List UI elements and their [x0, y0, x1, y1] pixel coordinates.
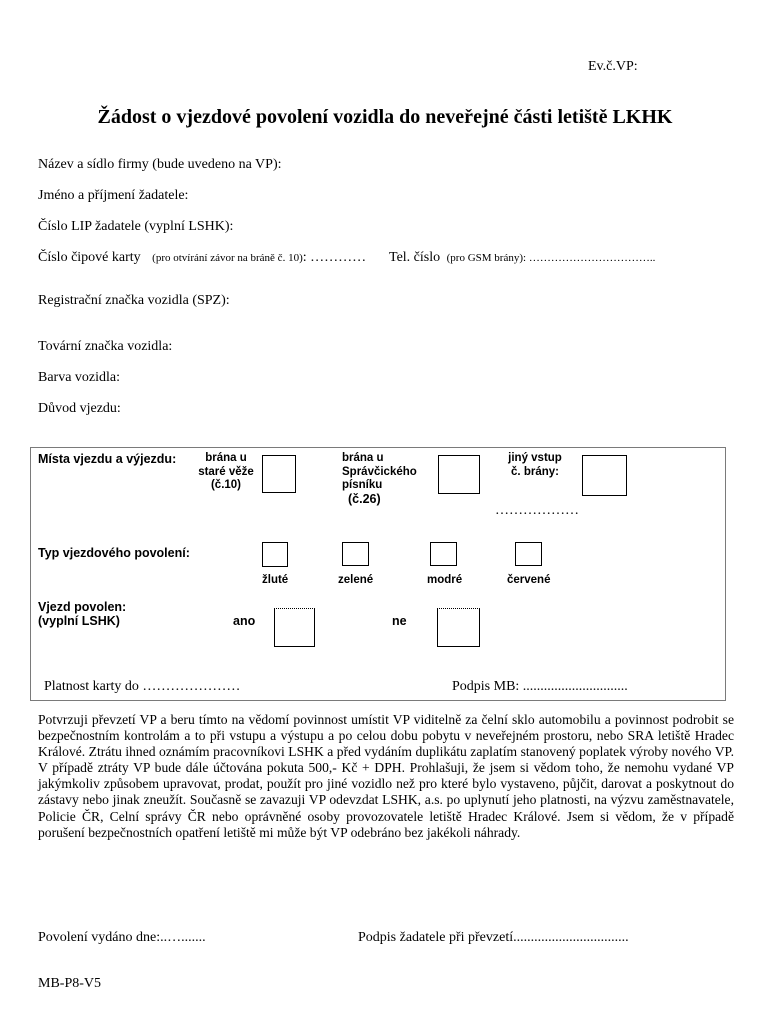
gate-spravcice-checkbox[interactable] — [438, 455, 480, 494]
allowed-yes-label: ano — [233, 614, 256, 628]
entry-allowed-line: (vyplní LSHK) — [38, 614, 120, 628]
entry-allowed-line: Vjezd povolen: — [38, 600, 127, 614]
gate-old-tower-label — [190, 452, 262, 493]
registration-field-label: Registrační značka vozidla (SPZ): — [38, 293, 230, 308]
gate-other-number-dots: ……………… — [495, 503, 579, 518]
type-blue-checkbox[interactable] — [430, 542, 457, 566]
chip-card-note: (pro otvírání závor na bráně č. 10) — [152, 252, 303, 264]
type-green-label: zelené — [338, 574, 374, 586]
gate-spravcice-line: písníku — [342, 479, 383, 491]
color-field-label: Barva vozidla: — [38, 370, 121, 385]
gate-spravcice-line: Správčického — [342, 465, 417, 478]
gate-spravcice-label — [342, 452, 417, 506]
reason-field-label: Důvod vjezdu: — [38, 401, 121, 416]
chip-card-row — [38, 250, 366, 266]
applicant-signature-field: Podpis žadatele při převzetí................................. — [358, 930, 629, 945]
allowed-yes-checkbox[interactable] — [274, 608, 315, 647]
type-red-checkbox[interactable] — [515, 542, 542, 566]
type-green-checkbox[interactable] — [342, 542, 369, 566]
tel-row — [389, 250, 655, 266]
gate-spravcice-line: (č.26) — [348, 491, 381, 506]
gate-spravcice-line: brána u — [342, 452, 384, 464]
company-field-label: Název a sídlo firmy (bude uvedeno na VP): — [38, 157, 282, 172]
lip-number-field-label: Číslo LIP žadatele (vyplní LSHK): — [38, 219, 234, 234]
gate-old-tower-line: staré věže — [198, 465, 254, 478]
gate-old-tower-line: (č.10) — [210, 479, 242, 491]
allowed-no-checkbox[interactable] — [437, 608, 480, 647]
type-blue-label: modré — [427, 574, 463, 586]
applicant-field-label: Jméno a příjmení žadatele: — [38, 188, 189, 203]
issued-date-field: Povolení vydáno dne:..…....... — [38, 930, 206, 945]
chip-card-dots: : ………… — [302, 250, 367, 265]
entry-places-label: Místa vjezdu a výjezdu: — [38, 452, 177, 466]
gate-old-tower-line: brána u — [205, 452, 247, 464]
gate-other-label — [500, 452, 570, 479]
ev-number-label: Ev.č.VP: — [588, 59, 638, 74]
tel-label: Tel. číslo — [389, 250, 441, 265]
gate-other-line: č. brány: — [511, 465, 559, 478]
gate-old-tower-checkbox[interactable] — [262, 455, 296, 493]
make-field-label: Tovární značka vozidla: — [38, 339, 173, 354]
entry-allowed-label — [38, 600, 126, 628]
gate-other-checkbox[interactable] — [582, 455, 627, 496]
type-yellow-checkbox[interactable] — [262, 542, 288, 567]
type-yellow-label: žluté — [262, 574, 289, 586]
tel-note: (pro GSM brány) — [446, 252, 524, 264]
card-validity-field: Platnost karty do ………………… — [44, 679, 241, 694]
chip-card-label: Číslo čipové karty — [38, 250, 141, 265]
tel-dots: : …………………………….. — [523, 252, 656, 264]
permit-type-label: Typ vjezdového povolení: — [38, 546, 190, 560]
form-code: MB-P8-V5 — [38, 976, 102, 991]
statement-paragraph: Potvrzuji převzetí VP a beru tímto na vědomí povinnost umístit VP viditelně za čelní sklo automobilu a povinnost podrobit se bezpečnostním kontrolám a to při vstupu a výstupu a po celou dobu pobytu v neveřejném prostoru, nebo SRA letiště Hradec Králové. Ztrátu ihned oznámím pracovníkovi LSHK a před vydáním duplikátu zaplatím stanovený poplatek výroby nového VP. V případě ztráty VP bude dále účtována pokuta 500,- Kč + DPH. Prohlašuji, že jsem si vědom toho, že nemohu vydané VP jakýmkoliv způsobem upravovat, prodat, použít pro jiné vozidlo než pro které bylo vystaveno, půjčit, darovat a poskytnout do zástavy nebo jinak zneužít. Současně se zavazuji VP odevzdat LSHK, a.s. po uplynutí jeho platnosti, na výzvu zaměstnavatele, Policie ČR, Celní správy ČR nebo oprávněné osoby provozovatele letiště Hradec Králové. Jsem si vědom, že v případě porušení bezpečnostních opatření letiště mi může být VP odebráno bez jakékoli náhrady. — [38, 712, 734, 840]
type-red-label: červené — [507, 574, 551, 586]
page-title: Žádost o vjezdové povolení vozidla do neveřejné části letiště LKHK — [97, 106, 673, 128]
mb-signature-field: Podpis MB: .............................. — [452, 679, 628, 694]
gate-other-line: jiný vstup — [508, 452, 562, 464]
allowed-no-label: ne — [392, 614, 407, 628]
